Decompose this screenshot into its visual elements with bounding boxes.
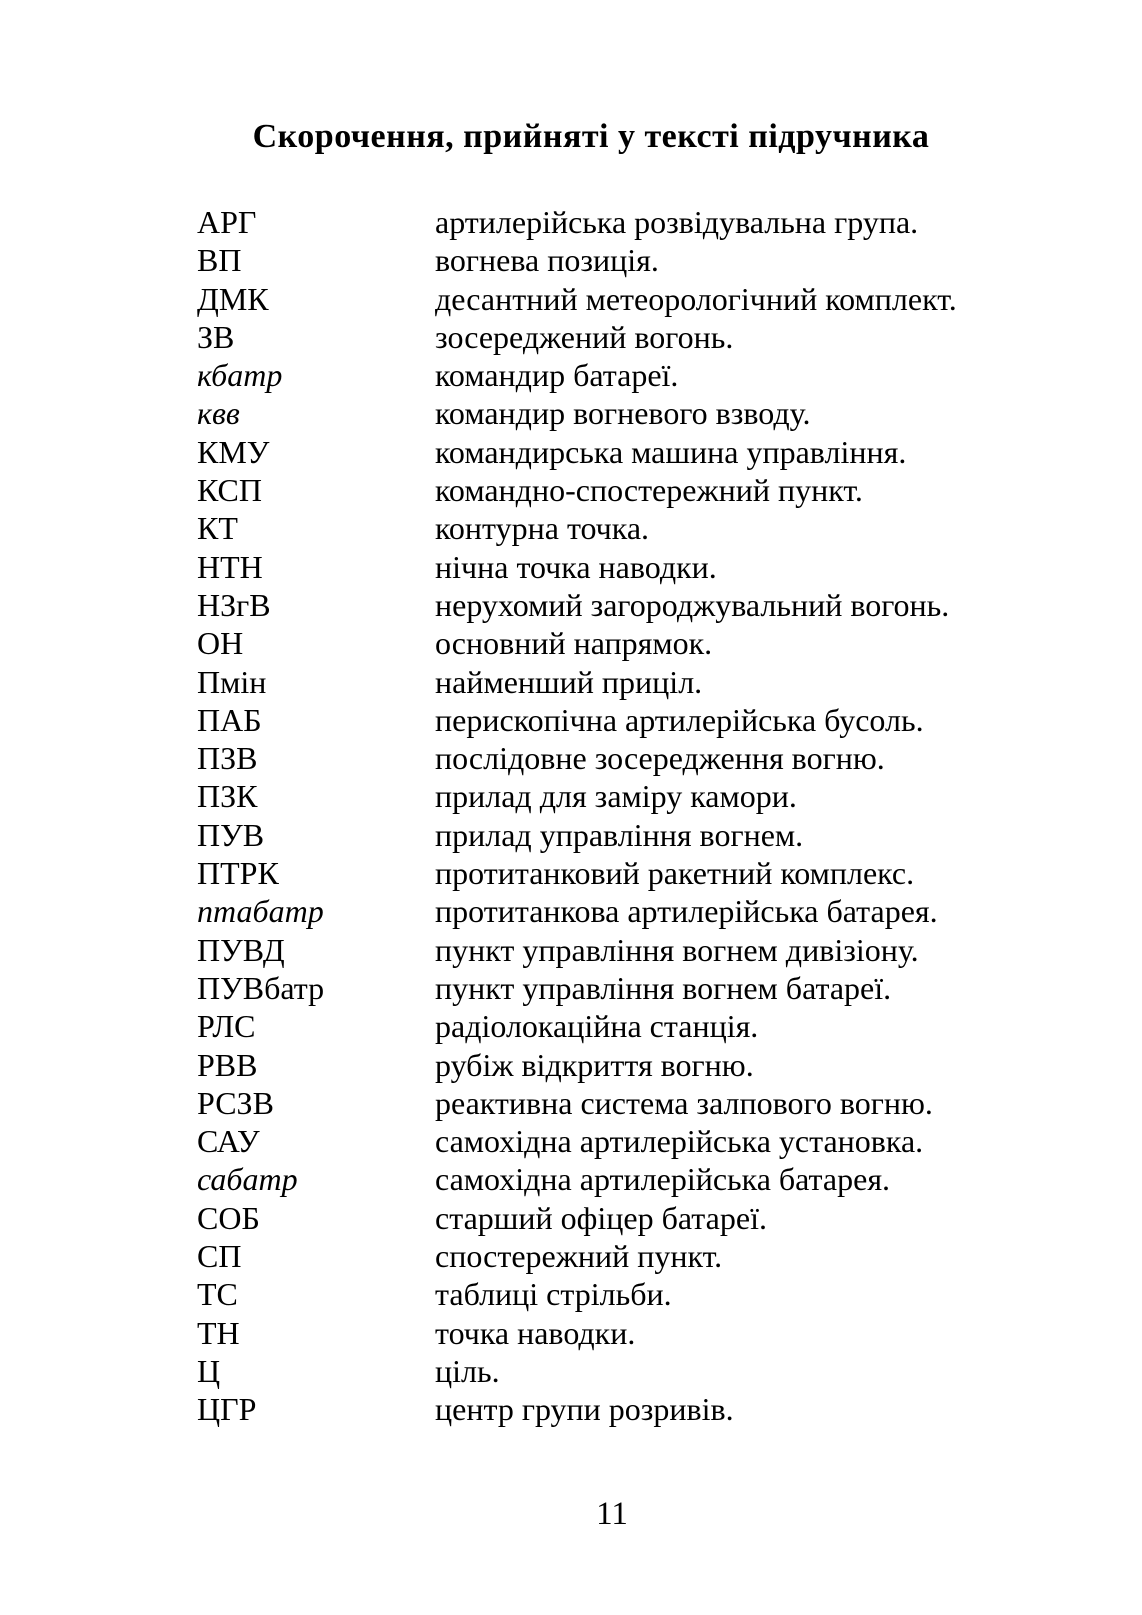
abbreviation-row	[197, 203, 1057, 241]
abbreviation-term: ПУВ	[197, 816, 265, 853]
abbreviation-term: ДМК	[197, 280, 269, 317]
abbreviation-term: НЗгВ	[197, 586, 271, 623]
abbreviation-definition: ціль.	[435, 1352, 500, 1389]
abbreviation-term: ПУВбатр	[197, 969, 325, 1006]
abbreviation-term: СП	[197, 1238, 242, 1275]
abbreviation-definition: прилад для заміру камори.	[435, 778, 797, 815]
abbreviation-row	[197, 1390, 1057, 1428]
abbreviation-row	[197, 1199, 1057, 1237]
abbreviation-term: КСП	[197, 472, 262, 509]
abbreviation-term: КМУ	[197, 433, 270, 470]
abbreviation-row	[197, 586, 1057, 624]
abbreviation-term: АРГ	[197, 204, 257, 240]
abbreviation-term: КТ	[197, 510, 238, 547]
abbreviation-row	[197, 624, 1057, 662]
abbreviation-term: ТН	[197, 1314, 240, 1351]
abbreviation-row	[197, 356, 1057, 394]
abbreviation-definition: самохідна артилерійська батарея.	[435, 1161, 891, 1198]
abbreviation-term: ПЗК	[197, 778, 258, 815]
page-title: Скорочення, прийняті у тексті підручника	[252, 118, 930, 155]
abbreviation-row	[197, 318, 1057, 356]
abbreviation-row	[197, 471, 1057, 509]
abbreviation-term: РВВ	[197, 1046, 258, 1083]
abbreviation-definition: нерухомий загороджувальний вогонь.	[435, 586, 950, 623]
abbreviation-term: ВП	[197, 242, 242, 279]
abbreviation-row	[197, 931, 1057, 969]
abbreviation-definition: командирська машина управління.	[435, 433, 907, 470]
abbreviation-row	[197, 854, 1057, 892]
abbreviation-row	[197, 1007, 1057, 1045]
abbreviation-row	[197, 1237, 1057, 1275]
abbreviation-definition: командир батареї.	[435, 357, 679, 394]
abbreviation-definition: вогнева позиція.	[435, 242, 659, 279]
abbreviation-definition: командно-спостережний пункт.	[435, 472, 863, 509]
abbreviation-definition: таблиці стрільби.	[435, 1276, 672, 1313]
abbreviation-row	[197, 1084, 1057, 1122]
abbreviation-term: РСЗВ	[197, 1084, 274, 1121]
abbreviation-definition: десантний метеорологічний комплект.	[435, 280, 957, 317]
abbreviation-definition: радіолокаційна станція.	[435, 1008, 759, 1045]
abbreviation-term: птабатр	[197, 893, 324, 930]
abbreviation-definition: спостережний пункт.	[435, 1238, 723, 1275]
abbreviation-row	[197, 241, 1057, 279]
abbreviation-term: РЛС	[197, 1008, 256, 1045]
abbreviation-row	[197, 1160, 1057, 1198]
abbreviation-row	[197, 777, 1057, 815]
abbreviation-definition: прилад управління вогнем.	[435, 816, 804, 853]
abbreviation-definition: самохідна артилерійська установка.	[435, 1123, 924, 1160]
abbreviation-definition: командир вогневого взводу.	[435, 395, 811, 432]
abbreviation-definition: рубіж відкриття вогню.	[435, 1046, 754, 1083]
abbreviation-row	[197, 509, 1057, 547]
abbreviation-definition: зосереджений вогонь.	[435, 318, 734, 355]
abbreviation-term: Ц	[197, 1352, 221, 1389]
abbreviation-row	[197, 1122, 1057, 1160]
abbreviation-term: ТС	[197, 1276, 238, 1313]
abbreviation-definition: перископічна артилерійська бусоль.	[435, 701, 924, 738]
abbreviation-definition: точка наводки.	[435, 1314, 636, 1351]
abbreviation-row	[197, 394, 1057, 432]
abbreviation-row	[197, 1314, 1057, 1352]
abbreviation-row	[197, 739, 1057, 777]
abbreviation-row	[197, 816, 1057, 854]
abbreviation-term: ЦГР	[197, 1391, 257, 1428]
abbreviation-row	[197, 548, 1057, 586]
abbreviation-definition: центр групи розривів.	[435, 1391, 734, 1428]
abbreviation-definition: контурна точка.	[435, 510, 650, 547]
abbreviation-row	[197, 433, 1057, 471]
abbreviation-row	[197, 663, 1057, 701]
abbreviation-row	[197, 1046, 1057, 1084]
abbreviation-definition: послідовне зосередження вогню.	[435, 740, 885, 777]
abbreviation-term: сабатр	[197, 1161, 298, 1198]
abbreviation-row	[197, 701, 1057, 739]
page-number: 11	[596, 1496, 628, 1532]
abbreviation-row	[197, 1275, 1057, 1313]
abbreviation-term: кбатр	[197, 357, 283, 394]
abbreviation-definition: артилерійська розвідувальна група.	[435, 204, 919, 240]
abbreviation-term: ПУВД	[197, 931, 285, 968]
abbreviation-term: ПЗВ	[197, 740, 258, 777]
abbreviation-term: НТН	[197, 548, 263, 585]
abbreviation-definition: старший офіцер батареї.	[435, 1199, 767, 1236]
abbreviation-definition: найменший приціл.	[435, 663, 703, 700]
abbreviation-term: ОН	[197, 625, 244, 662]
abbreviation-row	[197, 969, 1057, 1007]
abbreviation-definition: реактивна система залпового вогню.	[435, 1084, 933, 1121]
abbreviation-definition: пункт управління вогнем батареї.	[435, 969, 892, 1006]
abbreviation-row	[197, 1352, 1057, 1390]
abbreviation-term: СОБ	[197, 1199, 260, 1236]
abbreviation-list	[197, 203, 1057, 1429]
abbreviation-definition: нічна точка наводки.	[435, 548, 717, 585]
abbreviation-term: САУ	[197, 1123, 260, 1160]
abbreviation-term: Пмін	[197, 663, 267, 700]
abbreviation-definition: протитанкова артилерійська батарея.	[435, 893, 938, 930]
abbreviation-term: ПАБ	[197, 701, 262, 738]
abbreviation-definition: пункт управління вогнем дивізіону.	[435, 931, 919, 968]
abbreviation-definition: протитанковий ракетний комплекс.	[435, 855, 915, 892]
abbreviation-row	[197, 280, 1057, 318]
abbreviation-term: квв	[197, 395, 240, 432]
abbreviation-term: ПТРК	[197, 855, 279, 892]
abbreviation-definition: основний напрямок.	[435, 625, 713, 662]
abbreviation-term: ЗВ	[197, 318, 235, 355]
abbreviation-row	[197, 892, 1057, 930]
